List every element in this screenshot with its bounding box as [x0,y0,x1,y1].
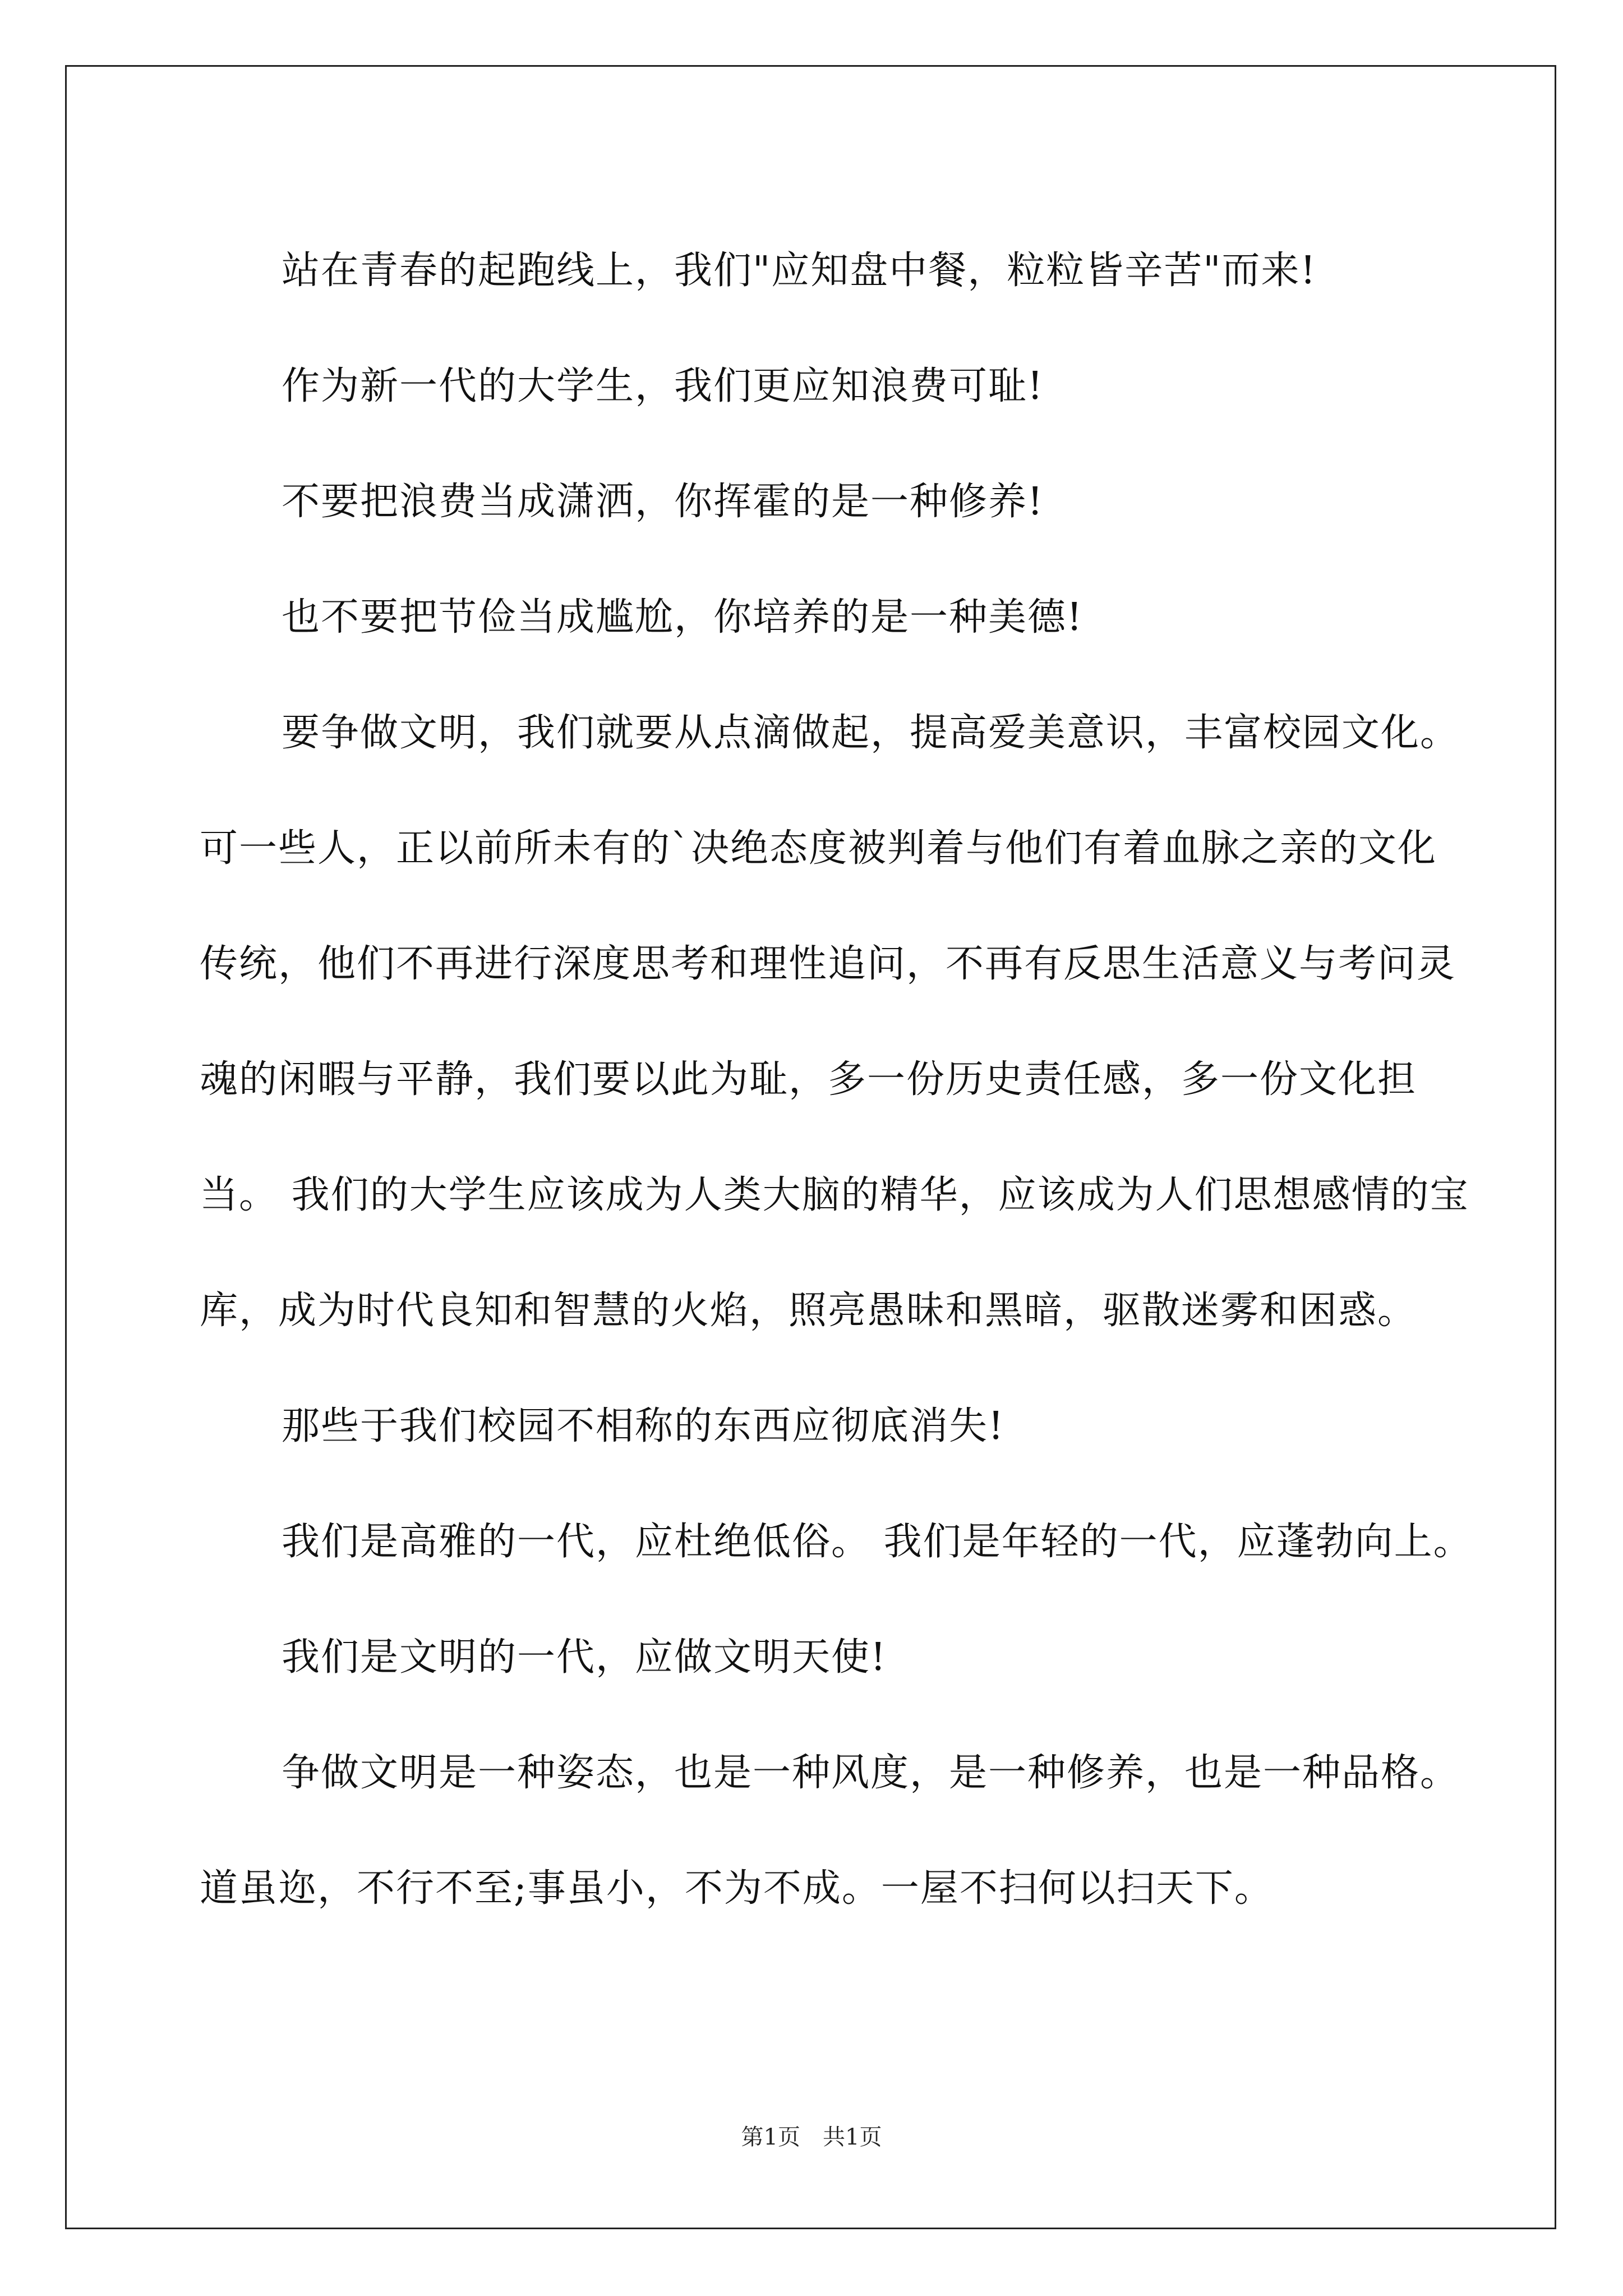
paragraph: 站在青春的起跑线上，我们"应知盘中餐，粒粒皆辛苦"而来! [282,249,1317,293]
page-number-footer: 第1页 共1页 [741,2124,882,2150]
paragraph: 我们是文明的一代，应做文明天使! [282,1635,887,1680]
paragraph: 争做文明是一种姿态，也是一种风度，是一种修养，也是一种品格。 道虽迩，不行不至;事虽小，不为不成。一屋不扫何以扫天下。 [200,1751,1473,1911]
paragraph: 作为新一代的大学生，我们更应知浪费可耻! [282,364,1044,408]
paragraph: 也不要把节俭当成尴尬，你培养的是一种美德! [282,595,1083,639]
paragraph: 要争做文明，我们就要从点滴做起，提高爱美意识，丰富校园文化。 可一些人，正以前所未有的`决绝态度被判着与他们有着血脉之亲的文化传统，他们不再进行深度思考和理性追问，不再有反思生活意义与考问灵魂的闲暇与平静，我们要以此为耻，多一份历史责任感，多一份文化担当。 我们的大学生应该成为人类大脑的精华，应该成为人们思想感情的宝库，成为时代良知和智慧的火焰，照亮愚昧和黑暗，驱散迷雾和困惑。 [200,711,1473,1333]
paragraph: 不要把浪费当成潇洒，你挥霍的是一种修养! [282,480,1044,524]
paragraph: 那些于我们校园不相称的东西应彻底消失! [282,1404,1005,1448]
document-body [200,213,1473,1947]
paragraph: 我们是高雅的一代，应杜绝低俗。 我们是年轻的一代，应蓬勃向上。 [282,1520,1473,1564]
